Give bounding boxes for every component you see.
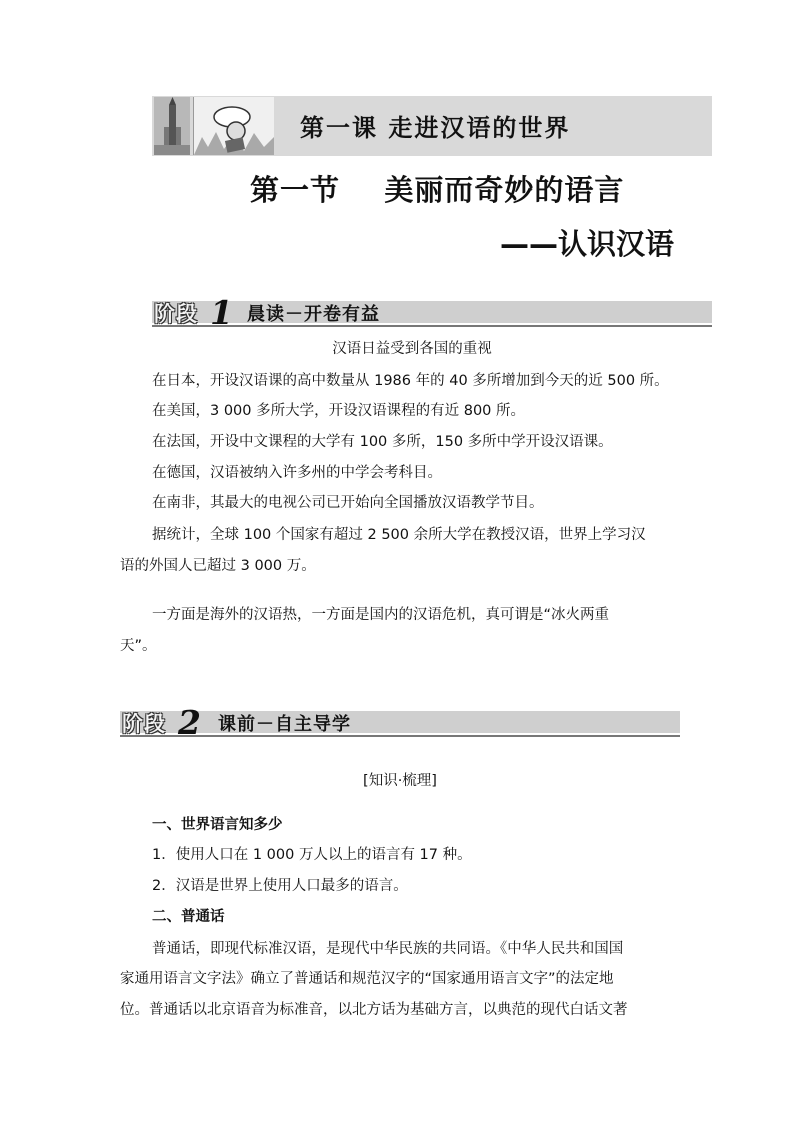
stage-2-rule [120,735,680,737]
para-line-1: 普通话，即现代标准汉语，是现代中华民族的共同语。《中华人民共和国国 [152,941,624,957]
stage-1-line-germany: 在德国，汉语被纳入许多州的中学会考科目。 [152,465,442,481]
stage-2-number: 2 [178,703,201,742]
stage-1-line-conclusion-cont: 天”。 [120,638,157,654]
section-title: 第一节 美丽而奇妙的语言 [250,173,625,207]
stage-1-line-south-africa: 在南非，其最大的电视公司已开始向全国播放汉语教学节目。 [152,495,544,511]
stage-1-line-statistics: 据统计，全球 100 个国家有超过 2 500 余所大学在教授汉语，世界上学习汉 [152,527,646,543]
heading-putonghua: 二、普通话 [152,909,225,925]
knowledge-tag: [知识·梳理] [363,773,437,789]
stage-1-rule [152,325,712,327]
stage-1-line-usa: 在美国，3 000 多所大学，开设汉语课程的有近 800 所。 [152,403,526,419]
para-line-3: 位。普通话以北京语音为标准音，以北方话为基础方言，以典范的现代白话文著 [120,1002,628,1018]
stage-1-line-france: 在法国，开设中文课程的大学有 100 多所，150 多所中学开设汉语课。 [152,434,613,450]
item-1: 1．使用人口在 1 000 万人以上的语言有 17 种。 [152,847,472,863]
stage-1-header [152,293,712,332]
stage-1-number: 1 [210,293,233,332]
stage-2-label: 课前－自主导学 [218,714,351,735]
cartoon-image [193,97,274,155]
stage-1-word: 阶段 [154,302,198,326]
lesson-title: 第一课 走进汉语的世界 [300,114,571,142]
stage-1-line-statistics-cont: 语的外国人已超过 3 000 万。 [120,558,316,574]
stage-1-line-japan: 在日本，开设汉语课的高中数量从 1986 年的 40 多所增加到今天的近 500 所。 [152,373,669,389]
stage-1-bar [152,301,712,323]
item-2: 2．汉语是世界上使用人口最多的语言。 [152,878,408,894]
stage-2-word: 阶段 [122,712,166,736]
rocket-image [154,97,190,155]
stage-1-label: 晨读－开卷有益 [247,304,380,325]
heading-world-languages: 一、世界语言知多少 [152,817,283,833]
section-subtitle: ——认识汉语 [500,227,675,261]
stage-2-header [120,703,680,742]
stage-2-bar [120,711,680,733]
stage-1-heading: 汉语日益受到各国的重视 [332,341,492,357]
para-line-2: 家通用语言文字法》确立了普通话和规范汉字的“国家通用语言文字”的法定地 [120,971,614,987]
stage-1-line-conclusion: 一方面是海外的汉语热，一方面是国内的汉语危机，真可谓是“冰火两重 [152,607,610,623]
